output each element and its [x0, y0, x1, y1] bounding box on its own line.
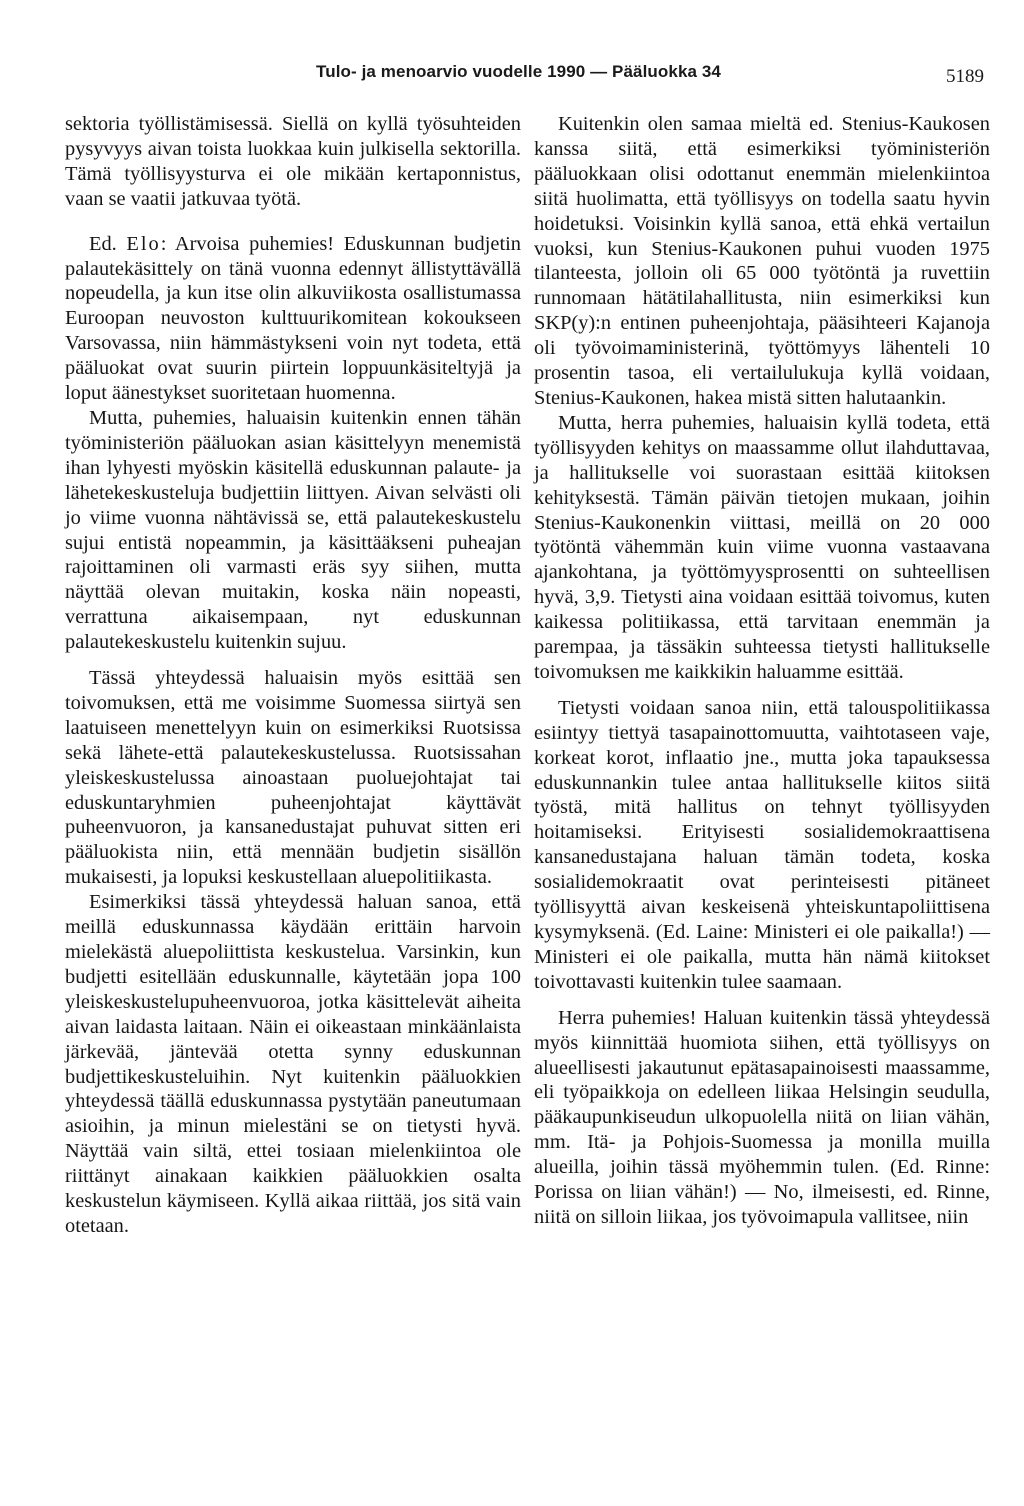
paragraph-continuation: sektoria työllistämisessä. Siellä on kyllä työsuhteiden pysyvyys aivan toista luokkaa kuin julkisella sektorilla. Tämä työllisyysturva ei ole mikään kertaponnistus, vaan se vaatii jatkuvaa työtä. [65, 113, 521, 210]
paragraph: Mutta, puhemies, haluaisin kuitenkin ennen tähän työministeriön pääluokan asian käsittelyyn menemistä ihan lyhyesti myöskin käsitellä eduskunnan palaute- ja lähetekeskusteluja budjettiin liittyen. Aivan selvästi oli jo viime vuonna nähtävissä se, että palautekeskustelu sujui entistä nopeammin, ja käsittääkseni puheajan rajoittaminen oli varmasti eräs syy siihen, mutta näyttää olevan muitakin, koska näin nopeasti, verrattuna aikaisempaan, nyt eduskunnan palautekeskustelu kuitenkin sujuu. [65, 406, 521, 654]
paragraph: Esimerkiksi tässä yhteydessä haluan sanoa, että meillä eduskunnassa käydään erittäin harvoin mielekästä aluepoliittista keskustelua. Varsinkin, kun budjetti esitellään eduskunnalle, käytetään jopa 100 yleiskeskustelupuheenvuoroa, jotka käsittelevät aiheita aivan laidasta laitaan. Näin ei oikeastaan minkäänlaista järkevää, jäntevää otetta synny eduskunnan budjettikeskusteluihin. Nyt kuitenkin pääluokkien yhteydessä täällä eduskunnassa pystytään paneutumaan asioihin, ja minun mielestäni se on tietysti hyvä. Näyttää vain siltä, ettei tosiaan mielenkiintoa ole riittänyt ainakaan kaikkien pääluokkien osalta keskustelun käymiseen. Kyllä aikaa riittää, jos sitä vain otetaan. [65, 891, 521, 1237]
paragraph: Kuitenkin olen samaa mieltä ed. Stenius-Kaukosen kanssa siitä, että esimerkiksi työministeriön pääluokkaan olisi odottanut enemmän mielenkiintoa siitä huolimatta, että työllisyys on todella saatu hyvin hoidetuksi. Voisinkin kyllä sanoa, että ehkä vertailun vuoksi, kun Stenius-Kaukonen puhui vuoden 1975 tilanteesta, jolloin oli 65 000 työtöntä ja ruvettiin runnomaan hätätilahallitusta, niin esimerkiksi kun SKP(y):n entinen puheenjohtaja, pääsihteeri Kajanoja oli työvoimaministerinä, työttömyys lähenteli 10 prosentin tasoa, eli vertailulukuja kyllä voidaan, Stenius-Kaukonen, hakea mistä sitten halutaankin. [534, 113, 990, 409]
running-title: Tulo- ja menoarvio vuodelle 1990 — Pääluokka 34 [316, 62, 721, 81]
speaker-prefix: Ed. [89, 232, 127, 255]
paragraph: Tietysti voidaan sanoa niin, että talouspolitiikassa esiintyy tiettyä tasapainottomuutta, vaihtotaseen vaje, korkeat korot, inflaatio jne., mutta joka tapauksessa eduskunnankin tulee antaa hallitukselle kiitos siitä työstä, mitä hallitus on tehnyt työllisyyden hoitamiseksi. Erityisesti sosialidemokraattisena kansanedustajana haluan tämän todeta, koska sosialidemokraatit ovat perinteisesti pitäneet työllisyyttä aivan keskeisenä yhteiskuntapoliittisena kysymyksenä. (Ed. Laine: Ministeri ei ole paikalla!) — Ministeri ei ole paikalla, mutta hän nämä kiitokset toivottavasti kuitenkin tulee saamaan. [534, 696, 990, 993]
page-header [0, 52, 1024, 92]
paragraph-elo-speech [65, 232, 521, 406]
paragraph: Herra puhemies! Haluan kuitenkin tässä yhteydessä myös kiinnittää huomiota siihen, että työllisyys on alueellisesti jakautunut epätasapainoisesti maassamme, eli työpaikkoja on edelleen liikaa Helsingin seudulla, pääkaupunkiseudun ulkopuolella niitä on liian vähän, mm. Itä- ja Pohjois-Suomessa ja monilla muilla alueilla, joihin tässä myöhemmin tulen. (Ed. Rinne: Porissa on liian vähän!) — No, ilmeisesti, ed. Rinne, niitä on silloin liikaa, jos työvoimapula vallitsee, niin [534, 1006, 990, 1228]
page-number: 5189 [946, 66, 984, 87]
paragraph: Tässä yhteydessä haluaisin myös esittää sen toivomuksen, että me voisimme Suomessa siirtyä sen laatuiseen menettelyyn kuin on esimerkiksi Ruotsissa sekä lähete-että palautekeskustelussa. Ruotsissahan yleiskeskustelussa ainoastaan puoluejohtajat tai eduskuntaryhmien puheenjohtajat käyttävät puheenvuoron, ja kansanedustajat puhuvat sitten eri pääluokista niin, että mennään budjetin sisällön mukaisesti, ja lopuksi keskustellaan aluepolitiikasta. [65, 667, 521, 889]
speaker-name: Elo [126, 232, 161, 255]
right-column [534, 112, 990, 1230]
left-column [65, 112, 521, 1239]
paragraph: Mutta, herra puhemies, haluaisin kyllä todeta, että työllisyyden kehitys on maassamme ollut ilahduttavaa, ja hallitukselle voi suorastaan esittää kiitoksen kehityksestä. Tämän päivän tietojen mukaan, joihin Stenius-Kaukonenkin viittasi, meillä on 20 000 työtöntä vähemmän kuin viime vuonna vastaavana ajankohtana, ja työttömyysprosentti on suhteellisen hyvä, 3,9. Tietysti aina voidaan esittää toivomus, kuten kaikessa politiikassa, että tarvitaan enemmän ja parempaa, ja tässäkin suhteessa tietysti hallitukselle toivomuksen me kaikkikin haluamme esittää. [534, 411, 990, 683]
speech-text: : Arvoisa puhemies! Eduskunnan budjetin palautekäsittely on tänä vuonna edennyt ällistyttävällä nopeudella, ja kun itse olin alkuviikosta osallistumassa Euroopan neuvoston kulttuurikomitean kokoukseen Varsovassa, niin hämmästykseni voin nyt todeta, että pääluokat ovat suurin piirtein loppuunkäsiteltyjä ja loput äänestykset suoritetaan huomenna. [65, 232, 521, 405]
